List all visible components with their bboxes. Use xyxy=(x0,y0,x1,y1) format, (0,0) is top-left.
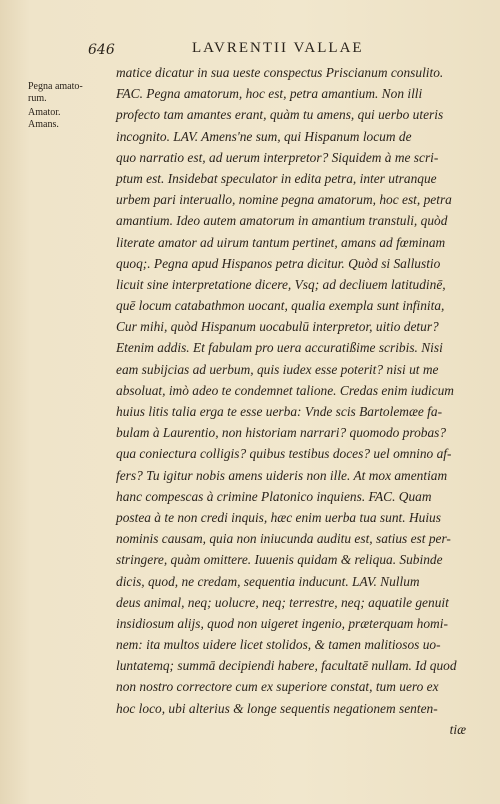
text-line: bulam à Laurentio, non historiam narrari? quomodo probas? xyxy=(116,425,447,441)
margin-note: rum. xyxy=(28,93,47,104)
main-text xyxy=(116,62,466,740)
text-line: non nostro correctore cum ex superiore constat, tum uero ex xyxy=(116,679,439,695)
text-line: Cur mihi, quòd Hispanum uocabulū interpretor, uitio detur? xyxy=(116,319,439,335)
page-header xyxy=(88,40,460,64)
page-number: 646 xyxy=(88,42,115,58)
text-line: hoc loco, ubi alterius & longe sequentis negationem senten- xyxy=(116,700,438,716)
text-line: postea à te non credi inquis, hæc enim uerba tua sunt. Huius xyxy=(116,509,441,525)
text-line: eam subijcias ad uerbum, quis iudex esse poterit? nisi ut me xyxy=(116,361,439,377)
text-line: Etenim addis. Et fabulam pro uera accuratißime scribis. Nisi xyxy=(116,340,443,356)
text-line: incognito. LAV. Amens'ne sum, qui Hispanum locum de xyxy=(116,128,412,144)
text-line: nem: ita multos uidere licet stolidos, & tamen malitiosos uo- xyxy=(116,637,441,653)
text-line: deus animal, neq; uolucre, neq; terrestre, neq; aquatile genuit xyxy=(116,594,449,610)
text-line: insidiosum alijs, quod non uigeret ingenio, præterquam homi- xyxy=(116,615,448,631)
margin-note: Amator. xyxy=(28,107,61,118)
text-line: nominis causam, quia non iniucunda auditu est, satius est per- xyxy=(116,531,451,547)
text-line: amantium. Ideo autem amatorum in amantium transtuli, quòd xyxy=(116,213,448,229)
text-line: qua coniectura colligis? quibus testibus doces? uel omnino af- xyxy=(116,446,452,462)
text-line: stringere, quàm omittere. Iuuenis quidam & reliqua. Subinde xyxy=(116,552,443,568)
text-line: profecto tam amantes erant, quàm tu amens, qui uerbo uteris xyxy=(116,107,444,123)
text-line: quē locum catabathmon uocant, qualia exempla sunt infinita, xyxy=(116,298,445,314)
text-line: huius litis talia erga te esse uerba: Vnde scis Bartolemæe fa- xyxy=(116,404,443,419)
text-line: matice dicatur in sua ueste conspectus Priscianum consulito. xyxy=(116,65,444,80)
margin-note: Pegna amato- xyxy=(28,81,83,92)
text-line: absoluat, imò adeo te condemnet talione. Credas enim iudicum xyxy=(116,382,454,398)
running-title: LAVRENTII VALLAE xyxy=(192,40,364,56)
text-line: literate amator ad uirum tantum pertinet, amans ad fœminam xyxy=(116,234,446,250)
text-line: luntatemq; summā decipiendi habere, facultatē nullam. Id quod xyxy=(116,658,457,674)
margin-note: Amans. xyxy=(28,119,59,130)
catchword: tiæ xyxy=(449,721,466,737)
text-line: licuit sine interpretatione dicere, Vsq; ad decliuem latitudinē, xyxy=(116,276,446,292)
text-line: dicis, quod, ne credam, sequentia inducunt. LAV. Nullum xyxy=(116,573,420,589)
text-line: ptum est. Insidebat speculator in edita petra, inter utranque xyxy=(116,170,437,186)
text-line: hanc compescas à crimine Platonico inquiens. FAC. Quam xyxy=(116,488,432,504)
marginal-notes xyxy=(28,82,100,132)
text-line: quo narratio est, ad uerum interpretor? Siquidem à me scri- xyxy=(116,149,439,165)
text-line: quoq;. Pegna apud Hispanos petra dicitur. Quòd si Sallustio xyxy=(116,255,441,271)
text-line: FAC. Pegna amatorum, hoc est, petra amantium. Non illi xyxy=(116,86,423,102)
text-line: urbem pari interuallo, nomine pegna amatorum, hoc est, petra xyxy=(116,192,452,208)
text-line: fers? Tu igitur nobis amens uideris non ille. At mox amentiam xyxy=(116,467,448,483)
